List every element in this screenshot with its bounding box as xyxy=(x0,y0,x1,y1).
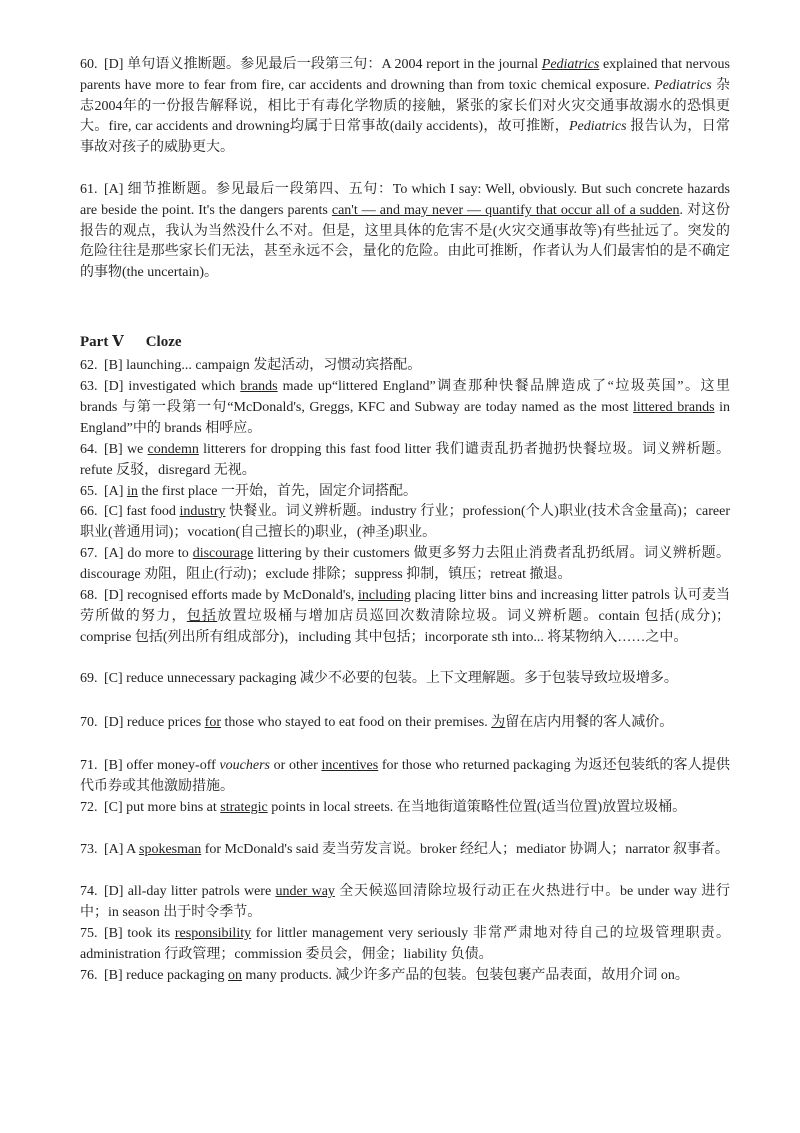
underlined-text: 为 xyxy=(491,715,506,730)
text-run: [B] offer money-off xyxy=(104,758,220,773)
item-text xyxy=(80,504,730,540)
text-run: [C] put more bins at xyxy=(104,800,221,815)
answer-item-64 xyxy=(80,440,730,482)
item-number: 74. xyxy=(80,884,98,899)
item-text xyxy=(80,758,730,794)
item-number: 63. xyxy=(80,379,98,394)
underlined-text: in xyxy=(126,484,138,499)
underlined-text: industry xyxy=(179,504,226,519)
text-run: explained that nervous parents have more to fear from fire, car accidents and drowning than from toxic chemical exposure. xyxy=(80,57,730,93)
answer-item-68 xyxy=(80,586,730,648)
answer-item-61 xyxy=(80,180,730,284)
item-text xyxy=(104,715,673,730)
text-run: [A] 细节推断题。参见最后一段第四、五句：To which I say: Well, obviously. But such concrete hazards are beside the point. It's the dangers parents xyxy=(80,182,730,218)
item-number: 68. xyxy=(80,588,98,603)
underlined-text: discourage xyxy=(192,546,254,561)
text-run: many products. 减少许多产品的包装。包装包裹产品表面，故用介词 on。 xyxy=(242,968,689,983)
underlined-text: 包括 xyxy=(186,608,218,624)
item-text xyxy=(104,800,686,815)
item-number: 69. xyxy=(80,671,98,686)
item-number: 61. xyxy=(80,182,98,197)
item-text xyxy=(104,484,417,499)
underlined-text: brands xyxy=(240,379,278,394)
text-run: 全天候巡回清除垃圾行动正在火热进行中。be under way 进行中；in season 出于时令季节。 xyxy=(80,884,730,920)
answer-item-70 xyxy=(80,713,730,734)
text-run: [C] reduce unnecessary packaging 减少不必要的包装。上下文理解题。多于包装导致垃圾增多。 xyxy=(104,671,678,686)
section-part: Part Ⅴ xyxy=(80,334,124,350)
item-number: 62. xyxy=(80,358,98,373)
text-run: 报告认为，日常事故对孩子的威胁更大。 xyxy=(80,119,730,156)
underlined-text: littered brands xyxy=(633,399,715,415)
item-number: 76. xyxy=(80,968,98,983)
underlined-text: can't — and may never — quantify that occur all of a sudden xyxy=(331,202,680,218)
text-run: the first place 一开始，首先，固定介词搭配。 xyxy=(137,484,418,499)
text-run: or other xyxy=(270,758,322,773)
answer-item-74 xyxy=(80,882,730,924)
underlined-text: strategic xyxy=(220,800,268,815)
underlined-text: under way xyxy=(275,884,335,899)
item-number: 65. xyxy=(80,484,98,499)
italic-text: Pediatrics xyxy=(654,77,712,93)
text-run: [B] we xyxy=(104,442,148,457)
text-run: [D] recognised efforts made by McDonald's, xyxy=(104,588,359,603)
answer-item-75 xyxy=(80,924,730,966)
text-run: in England”中的 brands 相呼应。 xyxy=(80,399,730,436)
underlined-text: incentives xyxy=(321,758,379,773)
answer-item-65 xyxy=(80,482,730,503)
text-run: [A] do more to xyxy=(104,546,193,561)
text-run: [A] xyxy=(104,484,127,499)
text-run: [D] 单句语义推断题。参见最后一段第三句：A 2004 report in the journal xyxy=(104,57,542,72)
item-number: 64. xyxy=(80,442,98,457)
text-run: [B] reduce packaging xyxy=(104,968,228,983)
item-number: 67. xyxy=(80,546,98,561)
item-number: 60. xyxy=(80,57,98,72)
answer-item-67 xyxy=(80,544,730,586)
item-text xyxy=(104,968,689,983)
answer-item-72 xyxy=(80,798,730,819)
item-text xyxy=(104,842,729,857)
item-number: 75. xyxy=(80,926,98,941)
item-text xyxy=(80,884,730,920)
italic-text: vouchers xyxy=(219,758,270,773)
item-number: 71. xyxy=(80,758,98,773)
answer-item-69 xyxy=(80,669,730,690)
section-title: Cloze xyxy=(145,334,182,350)
item-text xyxy=(80,442,730,478)
text-run: [D] investigated which xyxy=(104,379,241,394)
italic-text: Pediatrics xyxy=(569,119,627,135)
item-number: 66. xyxy=(80,504,98,519)
item-text xyxy=(104,358,421,373)
text-run: littering by their customers 做更多努力去阻止消费者乱扔纸屑。词义辨析题。discourage 劝阻，阻止(行动)；exclude 排除；suppress 抑制，镇压；retreat 撤退。 xyxy=(80,546,731,582)
text-run: 放置垃圾桶与增加店员巡回次数清除垃圾。词义辨析题。contain 包括(成分)；comprise 包括(列出所有组成部分)，including 其中包括；incorporate sth into... 将某物纳入……之中。 xyxy=(80,608,731,645)
item-text xyxy=(80,926,730,962)
text-run: for McDonald's said 麦当劳发言说。broker 经纪人；mediator 协调人；narrator 叙事者。 xyxy=(201,842,730,857)
text-run: [B] took its xyxy=(104,926,175,941)
text-run: [B] launching... campaign 发起活动，习惯动宾搭配。 xyxy=(104,358,422,373)
text-run: those who stayed to eat food on their premises. xyxy=(221,715,492,730)
answer-item-66 xyxy=(80,502,730,544)
answer-item-63 xyxy=(80,377,730,439)
underlined-text: condemn xyxy=(147,442,199,457)
text-run: litterers for dropping this fast food litter 我们谴责乱扔者抛扔快餐垃圾。词义辨析题。refute 反驳，disregard 无视。 xyxy=(80,442,730,478)
underlined-text: spokesman xyxy=(139,842,202,857)
text-run: 留在店内用餐的客人减价。 xyxy=(505,715,674,730)
emphasis-text: Pediatrics xyxy=(541,57,600,72)
text-run: . 对这份报告的观点，我认为当然没什么不对。但是，这里具体的危害不是(火灾交通事故等)有些扯远了。突发的危险往往是那些家长们无法，甚至永远不会，量化的危险。由此可推断，作者认为人们最害怕的是不确定的事物(the uncertain)。 xyxy=(80,202,730,281)
text-run: for those who returned packaging 为返还包装纸的客人提供代币券或其他激励措施。 xyxy=(80,758,730,794)
text-run: for littler management very seriously 非常严肃地对待自己的垃圾管理职责。administration 行政管理；commission 委员会，佣金；liability 负债。 xyxy=(80,926,730,962)
item-text xyxy=(80,546,730,582)
answer-item-73 xyxy=(80,840,730,861)
item-text xyxy=(80,57,730,155)
text-run: [D] all-day litter patrols were xyxy=(104,884,276,899)
underlined-text: for xyxy=(204,715,221,730)
text-run: made up“littered England”调查那种快餐品牌造成了“垃圾英国”。这里 brands 与第一段第一句“McDonald's, Greggs, KFC and Subway are today named as the most xyxy=(80,379,731,415)
item-text xyxy=(80,182,730,280)
underlined-text: responsibility xyxy=(174,926,252,941)
text-run: [A] A xyxy=(104,842,139,857)
item-number: 70. xyxy=(80,715,98,730)
item-text xyxy=(104,671,678,686)
text-run: 快餐业。词义辨析题。industry 行业；profession(个人)职业(技术含金量高)；career 职业(普通用词)；vocation(自己擅长的)职业，(神圣)职业。 xyxy=(80,504,730,540)
answer-item-60 xyxy=(80,55,730,159)
text-run: [D] reduce prices xyxy=(104,715,205,730)
answer-item-62 xyxy=(80,356,730,377)
item-text xyxy=(80,588,730,645)
item-number: 73. xyxy=(80,842,98,857)
item-number: 72. xyxy=(80,800,98,815)
answer-item-76 xyxy=(80,966,730,987)
text-run: points in local streets. 在当地街道策略性位置(适当位置)放置垃圾桶。 xyxy=(267,800,687,815)
item-text xyxy=(80,379,730,436)
text-run: [C] fast food xyxy=(104,504,180,519)
underlined-text: on xyxy=(228,968,242,983)
text-run: placing litter bins and increasing litter patrols 认可麦当劳所做的努力， xyxy=(80,588,731,624)
text-run: 杂志2004年的一份报告解释说，相比于有毒化学物质的接触，紧张的家长们对火灾交通事故溺水的恐惧更大。fire, car accidents and drowning均属于日常事故(daily accidents)，故可推断， xyxy=(80,77,731,135)
answer-item-71 xyxy=(80,756,730,798)
section-heading xyxy=(80,332,182,351)
underlined-text: including xyxy=(358,588,411,603)
